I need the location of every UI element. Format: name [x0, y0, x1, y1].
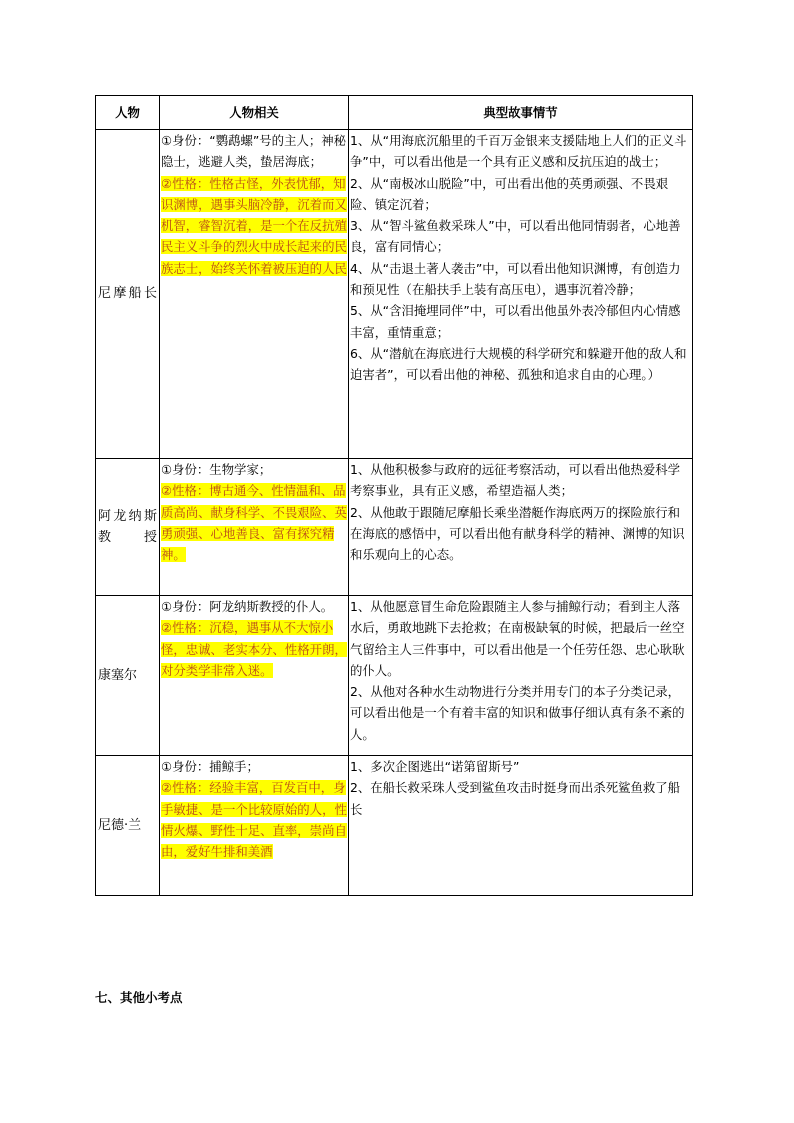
plot-item: 1、从他愿意冒生命危险跟随主人参与捕鲸行动；看到主人落水后，勇敢地跳下去抢救；在南极缺氧的时候，把最后一丝空气留给主人三件事中，可以看出他是一个任劳任怨、忠心耿耿的仆人。	[350, 599, 685, 678]
plot-cell	[349, 756, 693, 896]
plot-item: 1、多次企图逃出“诺第留斯号”	[350, 759, 520, 774]
section-heading: 七、其他小考点	[95, 990, 183, 1005]
character-table	[95, 95, 693, 896]
table-row	[96, 596, 693, 756]
identity-text: ①身份：“鹦鹉螺”号的主人；神秘隐士，逃避人类，蛰居海底；	[161, 133, 347, 170]
plot-item: 2、从他对各种水生动物进行分类并用专门的本子分类记录，可以看出他是一个有着丰富的知识和做事仔细认真有条不紊的人。	[350, 684, 685, 742]
plot-item: 5、从“含泪掩埋同伴”中，可以看出他虽外表冷郁但内心情感丰富，重情重意；	[350, 303, 681, 340]
plot-cell	[349, 130, 693, 459]
table-row	[96, 459, 693, 596]
header-character-details: 人物相关	[160, 96, 349, 130]
plot-item: 2、从他敢于跟随尼摩船长乘坐潜艇作海底两万的探险旅行和在海底的感悟中，可以看出他有献身科学的精神、渊博的知识和乐观向上的心态。	[350, 504, 685, 563]
personality-text: ②性格：性格古怪，外表忧郁，知识渊博，遇事头脑冷静，沉着而又机智，睿智沉着，是一个在反抗殖民主义斗争的烈火中成长起来的民族志士，始终关怀着被压迫的人民	[161, 175, 347, 276]
character-name: 尼摩船长	[96, 130, 160, 459]
header-typical-plot: 典型故事情节	[349, 96, 693, 130]
plot-item: 4、从“击退土著人袭击”中，可以看出他知识渊博，有创造力和预见性（在船扶手上装有高压电），遇事沉着冷静；	[350, 260, 681, 298]
character-name: 阿龙纳斯教授	[96, 459, 160, 596]
character-name: 康塞尔	[96, 596, 160, 756]
plot-item: 2、从“南极冰山脱险”中，可出看出他的英勇顽强、不畏艰险、镇定沉着；	[350, 175, 669, 212]
identity-text: ①身份：阿龙纳斯教授的仆人。	[161, 599, 334, 614]
character-details	[160, 596, 349, 756]
plot-item: 6、从“潜航在海底进行大规模的科学研究和躲避开他的敌人和迫害者”，可以看出他的神秘、孤独和追求自由的心理。）	[350, 345, 687, 383]
table-header-row	[96, 96, 693, 130]
table-row	[96, 756, 693, 896]
identity-text: ①身份：捕鲸手；	[161, 759, 259, 774]
character-name: 尼德·兰	[96, 756, 160, 896]
plot-item: 1、从“用海底沉船里的千百万金银来支援陆地上人们的正义斗争”中，可以看出他是一个具有正义感和反抗压迫的战士；	[350, 133, 687, 170]
character-details	[160, 756, 349, 896]
character-details	[160, 130, 349, 459]
table-row	[96, 130, 693, 459]
plot-item: 1、从他积极参与政府的远征考察活动，可以看出他热爱科学考察事业，具有正义感，希望造福人类；	[350, 462, 681, 499]
plot-item: 2、在船长救采珠人受到鲨鱼攻击时挺身而出杀死鲨鱼救了船长	[350, 780, 681, 817]
character-details	[160, 459, 349, 596]
identity-text: ①身份：生物学家；	[161, 462, 272, 477]
personality-text: ②性格：博古通今、性情温和、品质高尚、献身科学、不畏艰险、英勇顽强、心地善良、富有探究精神。	[161, 483, 347, 563]
personality-text: ②性格：沉稳，遇事从不大惊小怪，忠诚、老实本分、性格开朗，对分类学非常入迷。	[161, 620, 347, 678]
plot-cell	[349, 459, 693, 596]
personality-text: ②性格：经验丰富，百发百中，身手敏捷、是一个比较原始的人，性情火爆、野性十足、直率，崇尚自由，爱好牛排和美酒	[161, 780, 347, 860]
plot-item: 3、从“智斗鲨鱼救采珠人”中，可以看出他同情弱者，心地善良，富有同情心；	[350, 218, 681, 255]
header-character: 人物	[96, 96, 160, 130]
plot-cell	[349, 596, 693, 756]
